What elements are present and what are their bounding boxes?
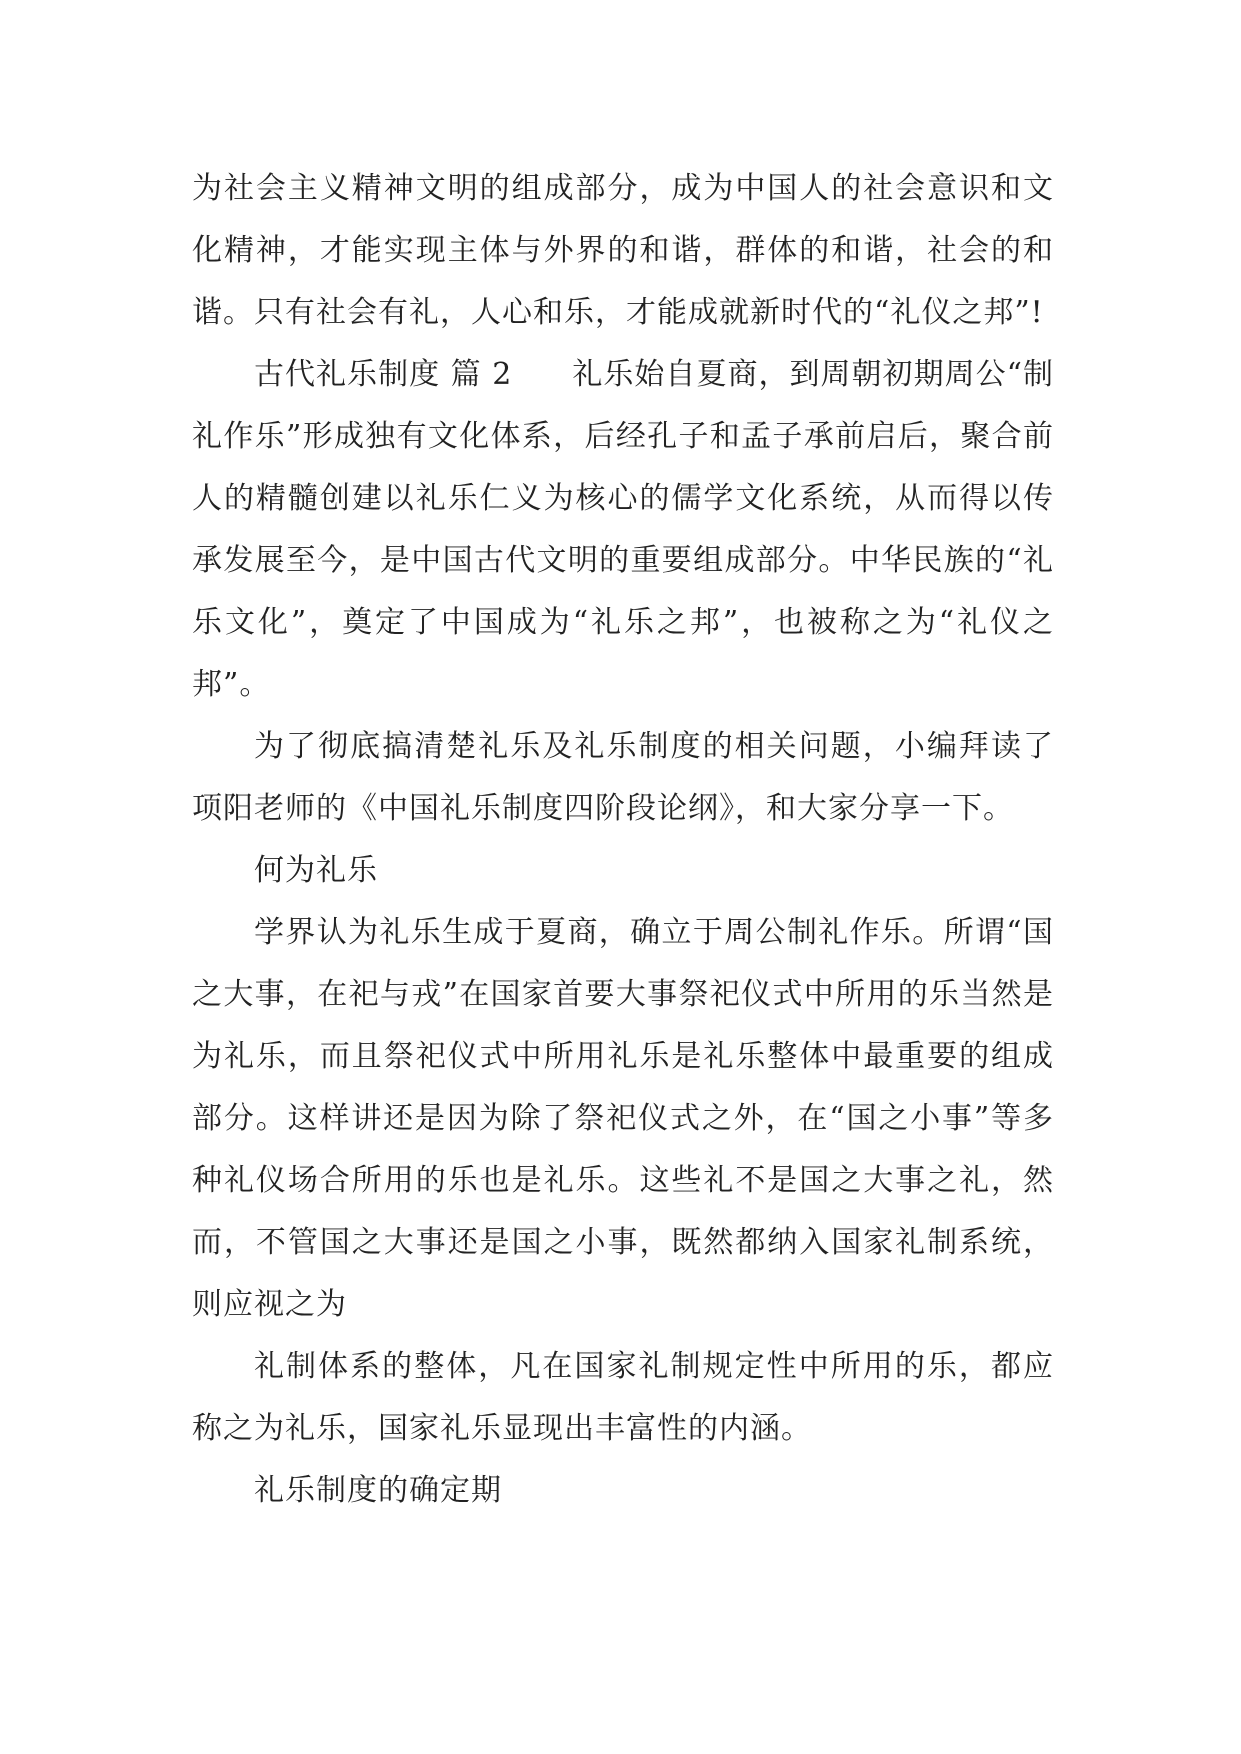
paragraph-system: 礼制体系的整体，凡在国家礼制规定性中所用的乐，都应称之为礼乐，国家礼乐显现出丰富性的内涵。 [192,1349,1054,1446]
section-paragraph [192,344,1054,716]
subheading-what-is-liyue: 何为礼乐 [254,853,378,888]
paragraph-intro: 为了彻底搞清楚礼乐及礼乐制度的相关问题，小编拜读了项阳老师的《中国礼乐制度四阶段论纲》，和大家分享一下。 [192,729,1054,826]
paragraph-continuation: 为社会主义精神文明的组成部分，成为中国人的社会意识和文化精神，才能实现主体与外界的和谐，群体的和谐，社会的和谐。只有社会有礼，人心和乐，才能成就新时代的“礼仪之邦”! [192,171,1054,330]
section-title: 古代礼乐制度 篇 2 [254,357,513,392]
section-body: 礼乐始自夏商，到周朝初期周公“制礼作乐”形成独有文化体系，后经孔子和孟子承前启后，聚合前人的精髓创建以礼乐仁义为核心的儒学文化系统，从而得以传承发展至今，是中国古代文明的重要组成部分。中华民族的“礼乐文化”，奠定了中国成为“礼乐之邦”，也被称之为“礼仪之邦”。 [192,357,1054,702]
paragraph-definition: 学界认为礼乐生成于夏商，确立于周公制礼作乐。所谓“国之大事，在祀与戎”在国家首要大事祭祀仪式中所用的乐当然是为礼乐，而且祭祀仪式中所用礼乐是礼乐整体中最重要的组成部分。这样讲还是因为除了祭祀仪式之外，在“国之小事”等多种礼仪场合所用的乐也是礼乐。这些礼不是国之大事之礼，然而，不管国之大事还是国之小事，既然都纳入国家礼制系统，则应视之为 [192,915,1054,1322]
subheading-determination-period: 礼乐制度的确定期 [254,1473,502,1508]
document-page [192,158,1054,1522]
